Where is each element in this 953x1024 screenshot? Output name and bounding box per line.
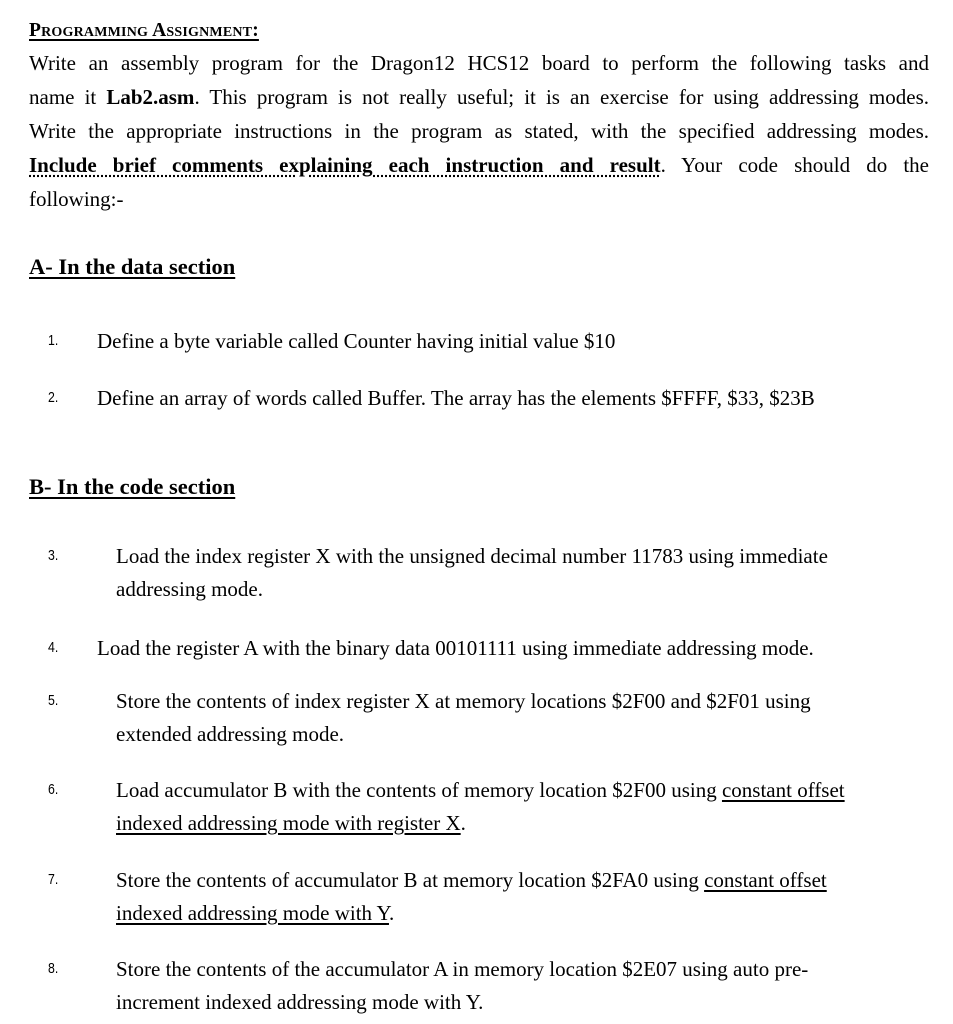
intro-line-4-suffix: . Your code should do the	[660, 153, 929, 177]
item-number: 1.	[48, 332, 59, 349]
comments-emphasis: Include brief comments explaining each instruction and result	[29, 153, 661, 177]
section-a-title: A- In the data section	[29, 254, 236, 279]
item-text-line-1: Store the contents of the accumulator A in memory location $2E07 using auto pre-	[116, 957, 809, 981]
item-number: 8.	[48, 960, 59, 977]
item-text-line-2	[116, 897, 827, 930]
item-text: Define an array of words called Buffer. The array has the elements $FFFF, $33, $23B	[97, 386, 815, 410]
intro-line-3: Write the appropriate instructions in the program as stated, with the specified addressing modes.	[29, 119, 929, 143]
item-text-line-1: Load the register A with the binary data 00101111 using immediate addressing mode.	[97, 636, 814, 660]
item-text-underlined: constant offset	[721, 778, 845, 802]
item-text-plain: Load accumulator B with the contents of memory location $2F00 using	[116, 778, 722, 802]
item-text-underlined: indexed addressing mode with register X	[116, 811, 461, 835]
item-text-underlined: constant offset	[704, 868, 827, 892]
item-text-line-2: addressing mode.	[116, 577, 263, 601]
item-text-line-1: Load the index register X with the unsigned decimal number 11783 using immediate	[116, 544, 828, 568]
item-text-underlined: indexed addressing mode with Y	[116, 901, 389, 925]
intro-line-2-prefix: name it	[29, 85, 107, 109]
filename-text: Lab2.asm	[106, 85, 195, 109]
item-number: 5.	[48, 692, 59, 709]
item-text-plain: Store the contents of accumulator B at memory location $2FA0 using	[116, 868, 705, 892]
item-text-line-1: Store the contents of index register X at memory locations $2F00 and $2F01 using	[116, 689, 811, 713]
item-text-line-1	[116, 774, 845, 807]
item-text-line-2	[116, 807, 845, 840]
section-b-title: B- In the code section	[29, 474, 236, 499]
item-text-line-2: increment indexed addressing mode with Y.	[116, 990, 484, 1014]
item-number: 7.	[48, 871, 59, 888]
intro-paragraph	[29, 46, 929, 216]
item-text-line-1	[116, 864, 827, 897]
page-title: Programming Assignment:	[29, 20, 259, 41]
item-text: Define a byte variable called Counter having initial value $10	[97, 329, 616, 353]
intro-line-5: following:-	[29, 187, 124, 211]
intro-line-4	[29, 148, 929, 182]
item-text-suffix: .	[460, 811, 466, 835]
intro-line-2-suffix: . This program is not really useful; it is an exercise for using addressing modes.	[194, 85, 929, 109]
item-text-line-2: extended addressing mode.	[116, 722, 345, 746]
item-number: 3.	[48, 547, 59, 564]
item-number: 4.	[48, 639, 59, 656]
item-text-suffix: .	[388, 901, 395, 925]
intro-line-1: Write an assembly program for the Dragon12 HCS12 board to perform the following tasks and	[29, 51, 929, 75]
item-number: 2.	[48, 389, 59, 406]
intro-line-2	[29, 80, 929, 114]
item-number: 6.	[48, 781, 59, 798]
